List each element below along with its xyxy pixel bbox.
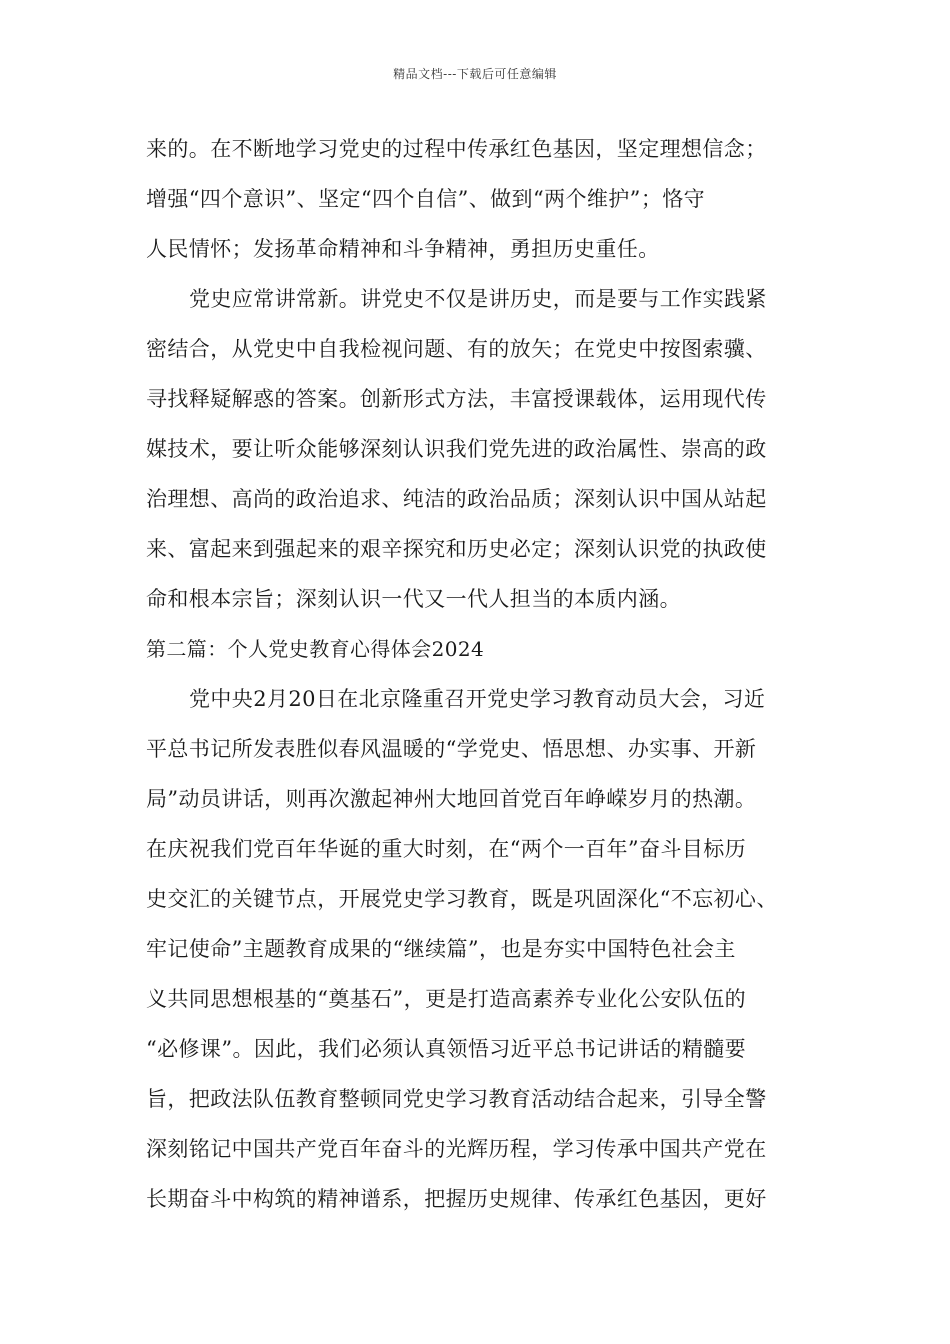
text-line: 来的。在不断地学习党史的过程中传承红色基因，坚定理想信念； [146,137,767,161]
page-header: 精品文档---下载后可任意编辑 [393,67,557,81]
text-line: 史交汇的关键节点，开展党史学习教育，既是巩固深化“不忘初心、 [146,887,778,911]
text-line: 寻找释疑解惑的答案。创新形式方法，丰富授课载体，运用现代传 [146,387,767,411]
text-line: 密结合，从党史中自我检视问题、有的放矢；在党史中按图索骥、 [146,337,767,361]
text-line: 旨，把政法队伍教育整顿同党史学习教育活动结合起来，引导全警 [146,1087,767,1111]
text-line: 平总书记所发表胜似春风温暖的“学党史、悟思想、办实事、开新 [146,737,757,761]
text-line: 人民情怀；发扬革命精神和斗争精神，勇担历史重任。 [146,237,660,261]
text-line: 媒技术，要让听众能够深刻认识我们党先进的政治属性、崇高的政 [146,437,767,461]
text-line: 增强“四个意识”、坚定“四个自信”、做到“两个维护”；恪守 [146,187,706,211]
document-body [146,128,826,1228]
text-line: 命和根本宗旨；深刻认识一代又一代人担当的本质内涵。 [146,587,681,611]
text-line: 治理想、高尚的政治追求、纯洁的政治品质；深刻认识中国从站起 [146,487,767,511]
section-heading: 第二篇：个人党史教育心得体会2024 [146,637,485,661]
text-line: “必修课”。因此，我们必须认真领悟习近平总书记讲话的精髓要 [146,1037,747,1061]
paragraph-first-line: 党中央2月20日在北京隆重召开党史学习教育动员大会，习近 [189,687,766,711]
text-line: 长期奋斗中构筑的精神谱系，把握历史规律、传承红色基因，更好 [146,1187,767,1211]
paragraph-first-line: 党史应常讲常新。讲党史不仅是讲历史，而是要与工作实践紧 [189,287,767,311]
text-line: 在庆祝我们党百年华诞的重大时刻，在“两个一百年”奋斗目标历 [146,837,747,861]
text-line: 牢记使命”主题教育成果的“继续篇”，也是夯实中国特色社会主 [146,937,736,961]
text-line: 局”动员讲话，则再次激起神州大地回首党百年峥嵘岁月的热潮。 [146,787,757,811]
text-line: 义共同思想根基的“奠基石”，更是打造高素养专业化公安队伍的 [146,987,747,1011]
text-line: 深刻铭记中国共产党百年奋斗的光辉历程，学习传承中国共产党在 [146,1137,767,1161]
text-line: 来、富起来到强起来的艰辛探究和历史必定；深刻认识党的执政使 [146,537,767,561]
